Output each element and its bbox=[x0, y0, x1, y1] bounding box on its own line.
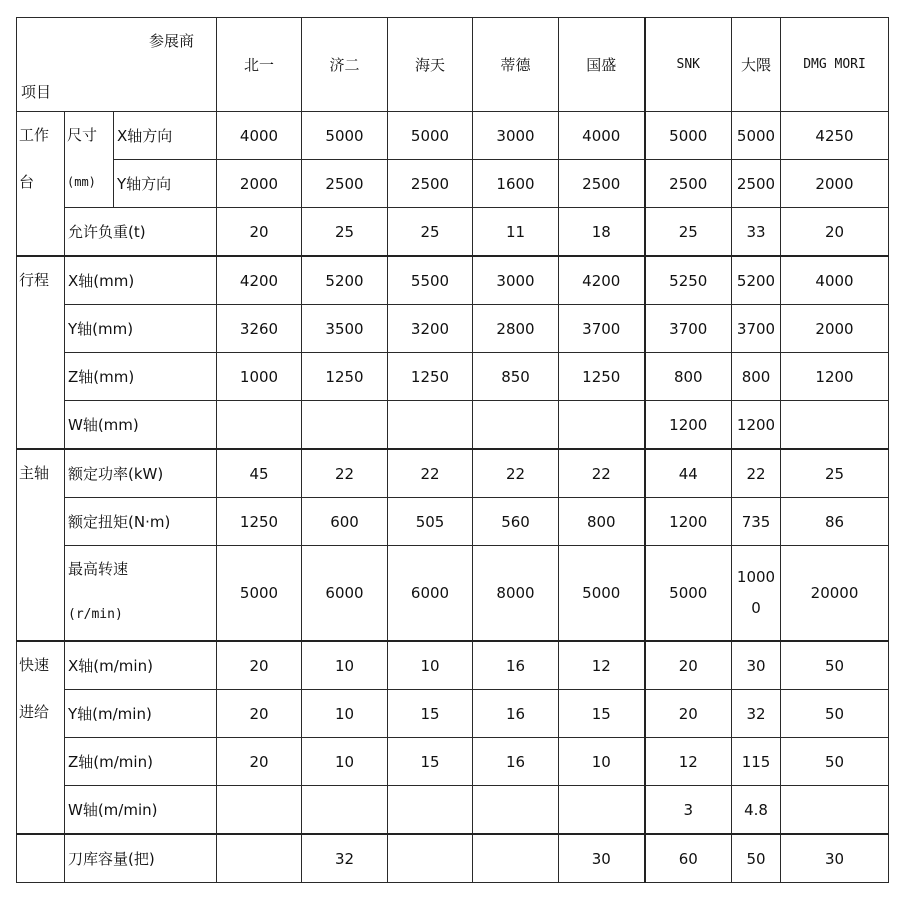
section-travel bbox=[17, 256, 65, 449]
row-label: 额定扭矩(N·m) bbox=[65, 498, 217, 546]
cell: 5200 bbox=[302, 256, 388, 305]
row-label: Z轴(m/min) bbox=[65, 738, 217, 786]
cell: 115 bbox=[732, 738, 781, 786]
cell: 22 bbox=[559, 449, 645, 498]
cell: 1200 bbox=[781, 353, 889, 401]
table-row bbox=[17, 546, 889, 642]
cell bbox=[388, 786, 473, 835]
cell: 1600 bbox=[473, 160, 559, 208]
cell: 735 bbox=[732, 498, 781, 546]
cell: 20 bbox=[217, 690, 302, 738]
table-row bbox=[17, 401, 889, 450]
cell: 33 bbox=[732, 208, 781, 257]
cell: 32 bbox=[302, 834, 388, 883]
cell: 3 bbox=[645, 786, 732, 835]
cell: 30 bbox=[781, 834, 889, 883]
cell: 2000 bbox=[781, 160, 889, 208]
table-row bbox=[17, 305, 889, 353]
row-label bbox=[65, 546, 217, 642]
row-label: 额定功率(kW) bbox=[65, 449, 217, 498]
table-row bbox=[17, 498, 889, 546]
cell bbox=[388, 834, 473, 883]
cell: 5000 bbox=[217, 546, 302, 642]
cell: 50 bbox=[781, 641, 889, 690]
cell: 22 bbox=[388, 449, 473, 498]
cell bbox=[473, 834, 559, 883]
table-row bbox=[17, 160, 889, 208]
cell bbox=[781, 786, 889, 835]
cell: 4000 bbox=[559, 112, 645, 160]
cell: 44 bbox=[645, 449, 732, 498]
cell: 22 bbox=[732, 449, 781, 498]
row-label: X轴(m/min) bbox=[65, 641, 217, 690]
brand-header: 济二 bbox=[302, 18, 388, 112]
cell: 30 bbox=[732, 641, 781, 690]
cell: 850 bbox=[473, 353, 559, 401]
cell: 6000 bbox=[302, 546, 388, 642]
cell: 2500 bbox=[302, 160, 388, 208]
spec-table bbox=[16, 17, 889, 883]
cell: 2500 bbox=[559, 160, 645, 208]
row-label: 刀库容量(把) bbox=[65, 834, 217, 883]
cell: 10 bbox=[302, 738, 388, 786]
cell: 800 bbox=[732, 353, 781, 401]
table-row bbox=[17, 641, 889, 690]
table-row bbox=[17, 256, 889, 305]
cell: 10 bbox=[302, 690, 388, 738]
section-rapid-feed bbox=[17, 641, 65, 834]
brand-header: 大隈 bbox=[732, 18, 781, 112]
cell: 2000 bbox=[217, 160, 302, 208]
cell: 2500 bbox=[645, 160, 732, 208]
brand-header: 蒂德 bbox=[473, 18, 559, 112]
size-label: 尺寸 bbox=[67, 126, 98, 144]
corner-item-label: 项目 bbox=[21, 83, 52, 101]
cell: 10 bbox=[388, 641, 473, 690]
cell: 5250 bbox=[645, 256, 732, 305]
cell: 2500 bbox=[732, 160, 781, 208]
cell bbox=[302, 786, 388, 835]
cell: 800 bbox=[559, 498, 645, 546]
cell: 1000 bbox=[217, 353, 302, 401]
cell-line: 0 bbox=[751, 599, 761, 617]
cell: 20 bbox=[781, 208, 889, 257]
corner-exhibitor-label: 参展商 bbox=[149, 32, 195, 50]
cell bbox=[473, 401, 559, 450]
cell: 25 bbox=[388, 208, 473, 257]
cell: 5200 bbox=[732, 256, 781, 305]
cell: 15 bbox=[388, 738, 473, 786]
table-row bbox=[17, 208, 889, 257]
section-spindle bbox=[17, 449, 65, 641]
cell: 3500 bbox=[302, 305, 388, 353]
cell: 5000 bbox=[559, 546, 645, 642]
cell bbox=[217, 786, 302, 835]
cell: 60 bbox=[645, 834, 732, 883]
section-title: 快速 bbox=[19, 656, 50, 674]
cell: 16 bbox=[473, 738, 559, 786]
cell: 3700 bbox=[559, 305, 645, 353]
row-label: Y轴(mm) bbox=[65, 305, 217, 353]
row-label: W轴(m/min) bbox=[65, 786, 217, 835]
section-title: 台 bbox=[19, 173, 35, 191]
table-row bbox=[17, 834, 889, 883]
size-group bbox=[65, 112, 114, 208]
cell bbox=[781, 401, 889, 450]
cell bbox=[388, 401, 473, 450]
cell: 25 bbox=[781, 449, 889, 498]
cell: 1200 bbox=[732, 401, 781, 450]
cell: 18 bbox=[559, 208, 645, 257]
row-label: Z轴(mm) bbox=[65, 353, 217, 401]
cell bbox=[473, 786, 559, 835]
table-row bbox=[17, 690, 889, 738]
cell bbox=[559, 786, 645, 835]
cell: 30 bbox=[559, 834, 645, 883]
section-title: 进给 bbox=[19, 703, 50, 721]
cell: 4000 bbox=[217, 112, 302, 160]
cell: 1250 bbox=[559, 353, 645, 401]
cell: 20 bbox=[217, 208, 302, 257]
cell: 11 bbox=[473, 208, 559, 257]
table-row bbox=[17, 112, 889, 160]
cell: 1250 bbox=[388, 353, 473, 401]
cell: 800 bbox=[645, 353, 732, 401]
table-row bbox=[17, 786, 889, 835]
brand-header: DMG MORI bbox=[781, 18, 889, 112]
cell: 4000 bbox=[781, 256, 889, 305]
cell: 20 bbox=[217, 738, 302, 786]
section-worktable bbox=[17, 112, 65, 257]
cell: 5000 bbox=[645, 112, 732, 160]
table-row bbox=[17, 353, 889, 401]
cell: 16 bbox=[473, 690, 559, 738]
cell: 3700 bbox=[732, 305, 781, 353]
header-row bbox=[17, 18, 889, 112]
row-label: Y轴(m/min) bbox=[65, 690, 217, 738]
row-label: W轴(mm) bbox=[65, 401, 217, 450]
cell: 1250 bbox=[302, 353, 388, 401]
cell: 3200 bbox=[388, 305, 473, 353]
cell: 22 bbox=[302, 449, 388, 498]
section-title: 工作 bbox=[19, 126, 50, 144]
table-row bbox=[17, 738, 889, 786]
row-label: 允许负重(t) bbox=[65, 208, 217, 257]
cell: 4.8 bbox=[732, 786, 781, 835]
cell: 45 bbox=[217, 449, 302, 498]
section-empty bbox=[17, 834, 65, 883]
row-label-line: (r/min) bbox=[68, 607, 123, 622]
section-title: 主轴 bbox=[19, 464, 50, 482]
row-label: X轴(mm) bbox=[65, 256, 217, 305]
cell: 560 bbox=[473, 498, 559, 546]
cell: 8000 bbox=[473, 546, 559, 642]
brand-header: 海天 bbox=[388, 18, 473, 112]
cell: 15 bbox=[559, 690, 645, 738]
brand-header: SNK bbox=[645, 18, 732, 112]
cell: 600 bbox=[302, 498, 388, 546]
cell: 3000 bbox=[473, 112, 559, 160]
cell: 50 bbox=[732, 834, 781, 883]
cell: 5000 bbox=[732, 112, 781, 160]
cell: 1200 bbox=[645, 401, 732, 450]
cell: 32 bbox=[732, 690, 781, 738]
cell: 2500 bbox=[388, 160, 473, 208]
cell: 4200 bbox=[559, 256, 645, 305]
cell bbox=[217, 834, 302, 883]
corner-header bbox=[17, 18, 217, 112]
row-label: X轴方向 bbox=[114, 112, 217, 160]
cell: 10 bbox=[302, 641, 388, 690]
cell: 505 bbox=[388, 498, 473, 546]
cell: 20000 bbox=[781, 546, 889, 642]
size-unit: (mm) bbox=[67, 175, 96, 189]
section-title: 行程 bbox=[19, 271, 50, 289]
row-label-line: 最高转速 bbox=[68, 560, 129, 578]
cell bbox=[217, 401, 302, 450]
cell: 16 bbox=[473, 641, 559, 690]
cell bbox=[732, 546, 781, 642]
cell: 5000 bbox=[645, 546, 732, 642]
cell-line: 1000 bbox=[736, 568, 776, 586]
cell: 5000 bbox=[388, 112, 473, 160]
cell: 3260 bbox=[217, 305, 302, 353]
cell: 25 bbox=[302, 208, 388, 257]
cell: 25 bbox=[645, 208, 732, 257]
cell: 12 bbox=[559, 641, 645, 690]
row-label: Y轴方向 bbox=[114, 160, 217, 208]
cell: 22 bbox=[473, 449, 559, 498]
cell: 1250 bbox=[217, 498, 302, 546]
cell bbox=[302, 401, 388, 450]
cell: 3000 bbox=[473, 256, 559, 305]
cell: 4200 bbox=[217, 256, 302, 305]
cell: 86 bbox=[781, 498, 889, 546]
cell: 5000 bbox=[302, 112, 388, 160]
cell: 50 bbox=[781, 690, 889, 738]
cell: 6000 bbox=[388, 546, 473, 642]
cell: 5500 bbox=[388, 256, 473, 305]
cell: 20 bbox=[217, 641, 302, 690]
cell: 20 bbox=[645, 641, 732, 690]
cell: 2800 bbox=[473, 305, 559, 353]
brand-header: 北一 bbox=[217, 18, 302, 112]
cell: 2000 bbox=[781, 305, 889, 353]
cell: 10 bbox=[559, 738, 645, 786]
cell: 20 bbox=[645, 690, 732, 738]
table-row bbox=[17, 449, 889, 498]
brand-header: 国盛 bbox=[559, 18, 645, 112]
cell: 12 bbox=[645, 738, 732, 786]
cell: 4250 bbox=[781, 112, 889, 160]
cell: 15 bbox=[388, 690, 473, 738]
cell bbox=[559, 401, 645, 450]
cell: 50 bbox=[781, 738, 889, 786]
cell: 3700 bbox=[645, 305, 732, 353]
cell: 1200 bbox=[645, 498, 732, 546]
